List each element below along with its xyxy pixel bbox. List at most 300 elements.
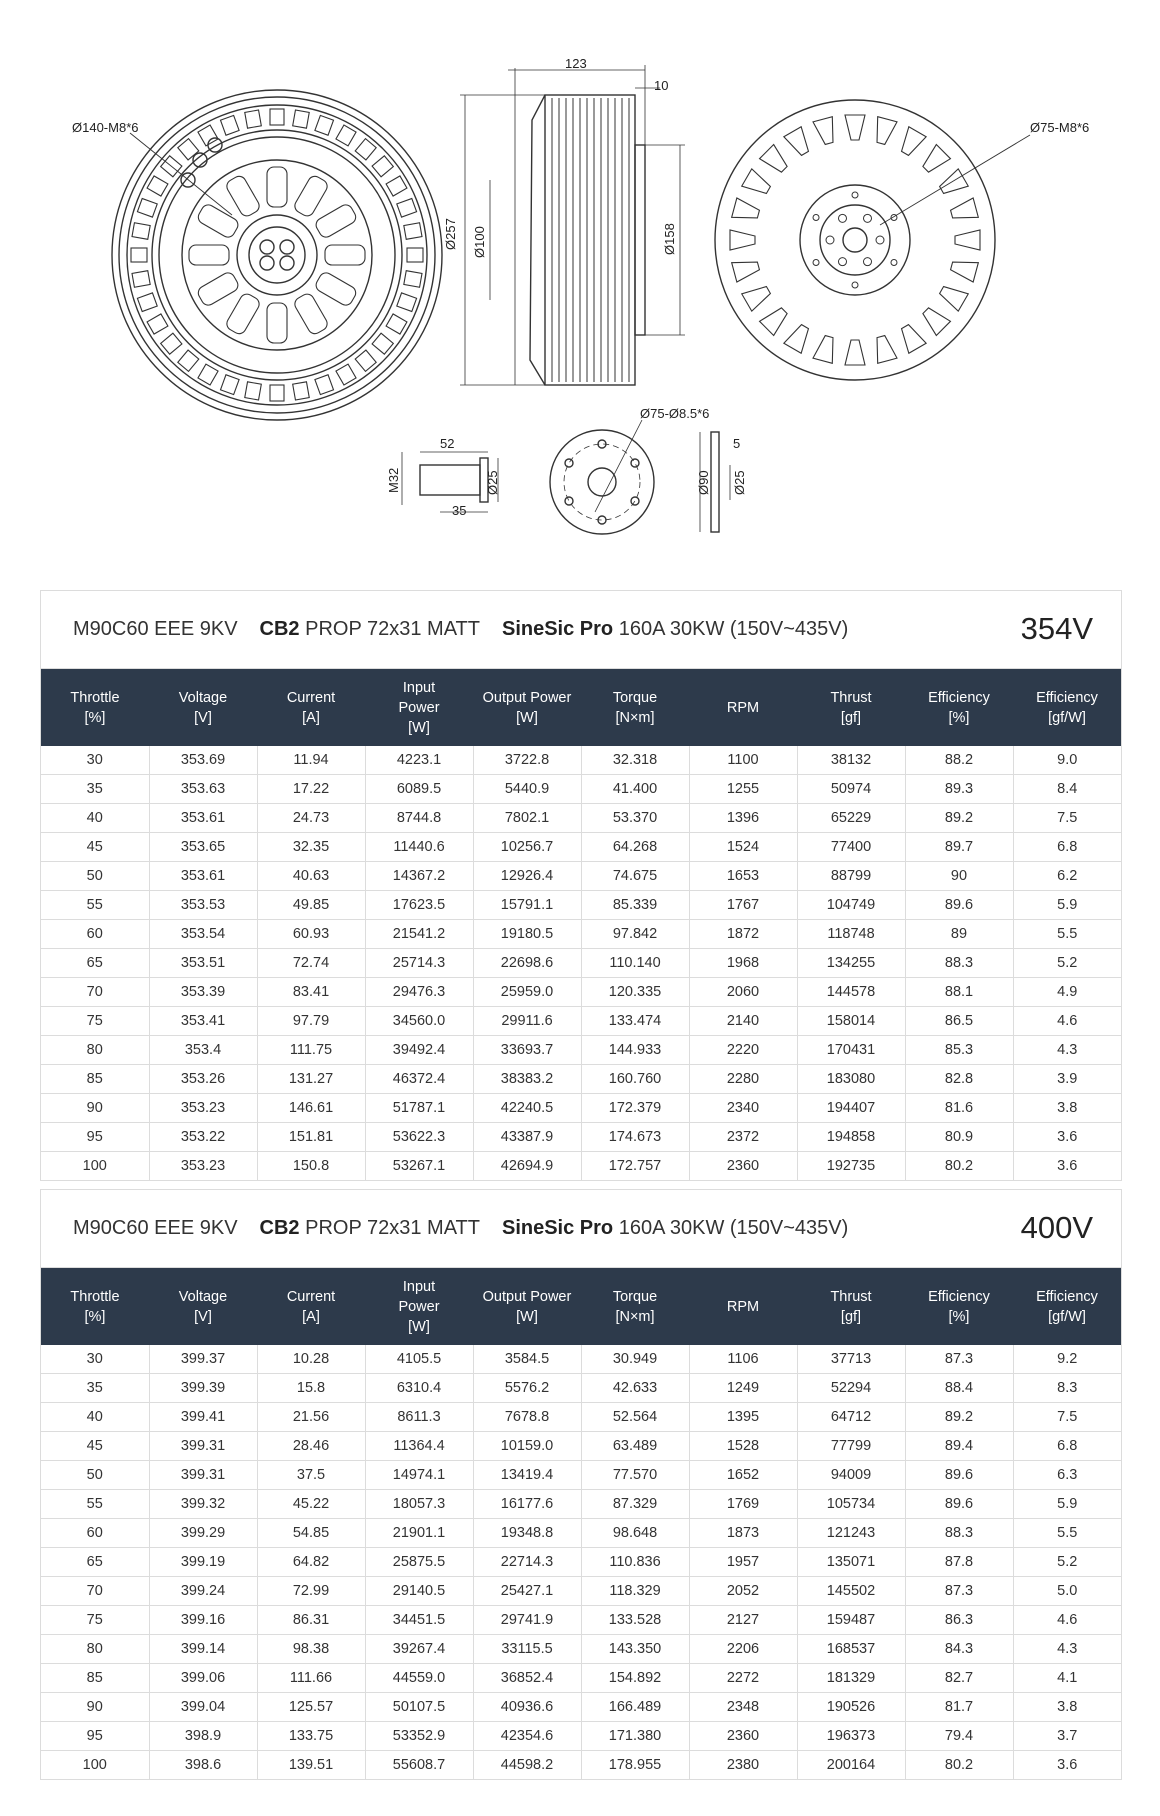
column-header: Thrust [gf] <box>797 1268 905 1345</box>
adapter-view <box>402 452 498 512</box>
column-header: Voltage [V] <box>149 1268 257 1345</box>
table-cell: 90 <box>41 1094 149 1123</box>
table-cell: 21.56 <box>257 1403 365 1432</box>
table-cell: 5440.9 <box>473 775 581 804</box>
table-cell: 110.836 <box>581 1548 689 1577</box>
table-cell: 353.54 <box>149 920 257 949</box>
table-cell: 65229 <box>797 804 905 833</box>
table-cell: 28.46 <box>257 1432 365 1461</box>
column-header: Throttle [%] <box>41 1268 149 1345</box>
table-cell: 143.350 <box>581 1635 689 1664</box>
table-cell: 25875.5 <box>365 1548 473 1577</box>
table-row <box>41 775 1121 804</box>
table-cell: 1873 <box>689 1519 797 1548</box>
table-cell: 95 <box>41 1123 149 1152</box>
table-cell: 49.85 <box>257 891 365 920</box>
motor-model: M90C60 EEE 9KV <box>73 1217 238 1239</box>
table-cell: 52.564 <box>581 1403 689 1432</box>
table-cell: 353.61 <box>149 862 257 891</box>
table-cell: 11364.4 <box>365 1432 473 1461</box>
table-row <box>41 1152 1121 1181</box>
table-cell: 87.3 <box>905 1577 1013 1606</box>
table-row <box>41 1123 1121 1152</box>
table-cell: 86.5 <box>905 1007 1013 1036</box>
motor-model: M90C60 EEE 9KV <box>73 618 238 640</box>
table-cell: 9.2 <box>1013 1345 1121 1374</box>
table-cell: 22714.3 <box>473 1548 581 1577</box>
table-cell: 53622.3 <box>365 1123 473 1152</box>
table-title-bar <box>41 1190 1121 1268</box>
table-cell: 64712 <box>797 1403 905 1432</box>
table-cell: 158014 <box>797 1007 905 1036</box>
table-cell: 7.5 <box>1013 1403 1121 1432</box>
table-cell: 72.99 <box>257 1577 365 1606</box>
table-cell: 190526 <box>797 1693 905 1722</box>
table-cell: 5.9 <box>1013 1490 1121 1519</box>
table-cell: 64.268 <box>581 833 689 862</box>
table-cell: 5.2 <box>1013 1548 1121 1577</box>
table-cell: 144578 <box>797 978 905 1007</box>
table-row <box>41 1065 1121 1094</box>
table-cell: 41.400 <box>581 775 689 804</box>
table-cell: 37713 <box>797 1345 905 1374</box>
table-cell: 98.38 <box>257 1635 365 1664</box>
prop-spec: PROP 72x31 MATT <box>305 1217 480 1239</box>
table-cell: 6310.4 <box>365 1374 473 1403</box>
table-cell: 2360 <box>689 1722 797 1751</box>
table-cell: 2127 <box>689 1606 797 1635</box>
table-cell: 88799 <box>797 862 905 891</box>
table-cell: 11440.6 <box>365 833 473 862</box>
table-row <box>41 1490 1121 1519</box>
column-header: Input Power [W] <box>365 669 473 746</box>
table-cell: 166.489 <box>581 1693 689 1722</box>
table-cell: 1652 <box>689 1461 797 1490</box>
table-cell: 80.9 <box>905 1123 1013 1152</box>
column-header: Current [A] <box>257 669 365 746</box>
table-cell: 89.6 <box>905 1490 1013 1519</box>
table-cell: 50974 <box>797 775 905 804</box>
table-cell: 2272 <box>689 1664 797 1693</box>
table-cell: 174.673 <box>581 1123 689 1152</box>
table-cell: 353.61 <box>149 804 257 833</box>
table-cell: 133.528 <box>581 1606 689 1635</box>
table-cell: 65 <box>41 949 149 978</box>
table-cell: 85.339 <box>581 891 689 920</box>
dim-adapter-thread: M32 <box>386 467 401 493</box>
table-cell: 10.28 <box>257 1345 365 1374</box>
table-cell: 89.3 <box>905 775 1013 804</box>
table-cell: 1100 <box>689 746 797 775</box>
table-cell: 1106 <box>689 1345 797 1374</box>
dim-dia-outer: Ø257 <box>443 218 458 250</box>
table-row <box>41 1036 1121 1065</box>
table-cell: 2220 <box>689 1036 797 1065</box>
table-cell: 40 <box>41 1403 149 1432</box>
table-cell: 42694.9 <box>473 1152 581 1181</box>
plate-view <box>550 420 654 534</box>
table-cell: 150.8 <box>257 1152 365 1181</box>
table-cell: 178.955 <box>581 1751 689 1780</box>
table-cell: 125.57 <box>257 1693 365 1722</box>
dim-bolt-outer: Ø140-M8*6 <box>72 120 139 135</box>
table-cell: 85 <box>41 1664 149 1693</box>
table-cell: 39492.4 <box>365 1036 473 1065</box>
rear-view <box>112 90 442 420</box>
table-cell: 111.75 <box>257 1036 365 1065</box>
table-cell: 80.2 <box>905 1152 1013 1181</box>
table-cell: 45 <box>41 833 149 862</box>
table-cell: 80 <box>41 1635 149 1664</box>
column-header: Throttle [%] <box>41 669 149 746</box>
table-cell: 3.6 <box>1013 1123 1121 1152</box>
column-header: RPM <box>689 669 797 746</box>
table-cell: 4.6 <box>1013 1606 1121 1635</box>
table-cell: 33693.7 <box>473 1036 581 1065</box>
table-cell: 399.16 <box>149 1606 257 1635</box>
table-cell: 8.4 <box>1013 775 1121 804</box>
table-cell: 85.3 <box>905 1036 1013 1065</box>
table-cell: 133.75 <box>257 1722 365 1751</box>
table-cell: 3.8 <box>1013 1094 1121 1123</box>
table-cell: 183080 <box>797 1065 905 1094</box>
table-cell: 90 <box>41 1693 149 1722</box>
table-row <box>41 862 1121 891</box>
table-cell: 353.26 <box>149 1065 257 1094</box>
table-cell: 196373 <box>797 1722 905 1751</box>
table-cell: 2348 <box>689 1693 797 1722</box>
side-view <box>460 65 685 385</box>
table-cell: 43387.9 <box>473 1123 581 1152</box>
table-cell: 53267.1 <box>365 1152 473 1181</box>
table-row <box>41 1664 1121 1693</box>
table-cell: 79.4 <box>905 1722 1013 1751</box>
table-cell: 15.8 <box>257 1374 365 1403</box>
column-header: Efficiency [gf/W] <box>1013 669 1121 746</box>
table-row <box>41 1374 1121 1403</box>
table-cell: 9.0 <box>1013 746 1121 775</box>
table-cell: 21901.1 <box>365 1519 473 1548</box>
table-cell: 1255 <box>689 775 797 804</box>
table-cell: 14367.2 <box>365 862 473 891</box>
performance-table-1 <box>40 590 1122 1181</box>
table-row <box>41 1461 1121 1490</box>
data-table <box>41 669 1121 1180</box>
column-header: Efficiency [%] <box>905 1268 1013 1345</box>
table-cell: 353.22 <box>149 1123 257 1152</box>
table-cell: 87.3 <box>905 1345 1013 1374</box>
table-row <box>41 1094 1121 1123</box>
table-cell: 5.5 <box>1013 1519 1121 1548</box>
table-cell: 50 <box>41 1461 149 1490</box>
table-cell: 1528 <box>689 1432 797 1461</box>
table-cell: 120.335 <box>581 978 689 1007</box>
table-cell: 89.2 <box>905 1403 1013 1432</box>
table-cell: 159487 <box>797 1606 905 1635</box>
table-cell: 89.4 <box>905 1432 1013 1461</box>
table-cell: 100 <box>41 1152 149 1181</box>
table-cell: 35 <box>41 775 149 804</box>
esc-brand: SineSic Pro <box>501 618 614 640</box>
table-cell: 60.93 <box>257 920 365 949</box>
table-cell: 2206 <box>689 1635 797 1664</box>
table-cell: 160.760 <box>581 1065 689 1094</box>
table-cell: 17.22 <box>257 775 365 804</box>
table-cell: 12926.4 <box>473 862 581 891</box>
dim-plate-bore: Ø25 <box>732 470 747 495</box>
table-cell: 34451.5 <box>365 1606 473 1635</box>
column-header: Voltage [V] <box>149 669 257 746</box>
table-cell: 30 <box>41 1345 149 1374</box>
table-cell: 87.329 <box>581 1490 689 1519</box>
table-cell: 34560.0 <box>365 1007 473 1036</box>
table-cell: 353.23 <box>149 1152 257 1181</box>
table-cell: 5.2 <box>1013 949 1121 978</box>
test-voltage: 400V <box>1020 1210 1093 1245</box>
table-cell: 131.27 <box>257 1065 365 1094</box>
table-cell: 2340 <box>689 1094 797 1123</box>
table-cell: 75 <box>41 1007 149 1036</box>
table-cell: 17623.5 <box>365 891 473 920</box>
table-row <box>41 1635 1121 1664</box>
table-cell: 42354.6 <box>473 1722 581 1751</box>
table-cell: 1395 <box>689 1403 797 1432</box>
table-row <box>41 1722 1121 1751</box>
table-cell: 104749 <box>797 891 905 920</box>
table-cell: 145502 <box>797 1577 905 1606</box>
table-cell: 111.66 <box>257 1664 365 1693</box>
table-row <box>41 833 1121 862</box>
dim-plate-diameter: Ø90 <box>696 470 711 495</box>
table-cell: 88.4 <box>905 1374 1013 1403</box>
table-row <box>41 949 1121 978</box>
column-header: Torque [N×m] <box>581 669 689 746</box>
table-row <box>41 1345 1121 1374</box>
table-cell: 35 <box>41 1374 149 1403</box>
column-header: Current [A] <box>257 1268 365 1345</box>
table-cell: 97.79 <box>257 1007 365 1036</box>
table-cell: 81.6 <box>905 1094 1013 1123</box>
table-row <box>41 746 1121 775</box>
table-cell: 146.61 <box>257 1094 365 1123</box>
table-cell: 144.933 <box>581 1036 689 1065</box>
table-cell: 42240.5 <box>473 1094 581 1123</box>
table-cell: 139.51 <box>257 1751 365 1780</box>
table-cell: 51787.1 <box>365 1094 473 1123</box>
table-cell: 37.5 <box>257 1461 365 1490</box>
table-cell: 3584.5 <box>473 1345 581 1374</box>
table-cell: 33115.5 <box>473 1635 581 1664</box>
front-view <box>715 100 1030 380</box>
table-cell: 168537 <box>797 1635 905 1664</box>
table-cell: 154.892 <box>581 1664 689 1693</box>
column-header: RPM <box>689 1268 797 1345</box>
table-cell: 98.648 <box>581 1519 689 1548</box>
table-cell: 44559.0 <box>365 1664 473 1693</box>
table-cell: 60 <box>41 1519 149 1548</box>
table-cell: 399.31 <box>149 1432 257 1461</box>
table-cell: 30.949 <box>581 1345 689 1374</box>
table-cell: 3722.8 <box>473 746 581 775</box>
table-cell: 7678.8 <box>473 1403 581 1432</box>
table-row <box>41 978 1121 1007</box>
table-cell: 13419.4 <box>473 1461 581 1490</box>
table-cell: 151.81 <box>257 1123 365 1152</box>
table-cell: 7802.1 <box>473 804 581 833</box>
table-cell: 1396 <box>689 804 797 833</box>
table-cell: 353.63 <box>149 775 257 804</box>
table-cell: 88.1 <box>905 978 1013 1007</box>
table-cell: 21541.2 <box>365 920 473 949</box>
table-cell: 1249 <box>689 1374 797 1403</box>
table-cell: 50 <box>41 862 149 891</box>
table-cell: 5.0 <box>1013 1577 1121 1606</box>
table-cell: 399.37 <box>149 1345 257 1374</box>
table-cell: 55 <box>41 1490 149 1519</box>
table-cell: 4105.5 <box>365 1345 473 1374</box>
table-cell: 16177.6 <box>473 1490 581 1519</box>
table-cell: 55608.7 <box>365 1751 473 1780</box>
prop-brand: CB2 <box>259 618 300 640</box>
table-row <box>41 1519 1121 1548</box>
table-row <box>41 1606 1121 1635</box>
table-cell: 110.140 <box>581 949 689 978</box>
table-cell: 52294 <box>797 1374 905 1403</box>
table-cell: 105734 <box>797 1490 905 1519</box>
dim-dia-mid: Ø158 <box>662 223 677 255</box>
table-cell: 70 <box>41 1577 149 1606</box>
table-cell: 87.8 <box>905 1548 1013 1577</box>
table-cell: 2060 <box>689 978 797 1007</box>
table-cell: 82.7 <box>905 1664 1013 1693</box>
table-cell: 2052 <box>689 1577 797 1606</box>
table-title-bar <box>41 591 1121 669</box>
table-cell: 172.757 <box>581 1152 689 1181</box>
table-cell: 100 <box>41 1751 149 1780</box>
table-cell: 50107.5 <box>365 1693 473 1722</box>
table-cell: 4.1 <box>1013 1664 1121 1693</box>
table-cell: 399.19 <box>149 1548 257 1577</box>
table-cell: 90 <box>905 862 1013 891</box>
table-cell: 118.329 <box>581 1577 689 1606</box>
table-cell: 194407 <box>797 1094 905 1123</box>
table-cell: 1769 <box>689 1490 797 1519</box>
table-cell: 10159.0 <box>473 1432 581 1461</box>
esc-spec: 160A 30KW (150V~435V) <box>618 618 849 640</box>
table-cell: 46372.4 <box>365 1065 473 1094</box>
table-cell: 11.94 <box>257 746 365 775</box>
table-row <box>41 1751 1121 1780</box>
table-row <box>41 1007 1121 1036</box>
table-cell: 4223.1 <box>365 746 473 775</box>
table-cell: 398.9 <box>149 1722 257 1751</box>
table-cell: 6.8 <box>1013 833 1121 862</box>
table-cell: 29476.3 <box>365 978 473 1007</box>
table-cell: 24.73 <box>257 804 365 833</box>
table-cell: 82.8 <box>905 1065 1013 1094</box>
table-cell: 171.380 <box>581 1722 689 1751</box>
prop-brand: CB2 <box>259 1217 300 1239</box>
table-cell: 29911.6 <box>473 1007 581 1036</box>
table-cell: 86.3 <box>905 1606 1013 1635</box>
column-header: Input Power [W] <box>365 1268 473 1345</box>
technical-drawing <box>0 0 1160 570</box>
table-cell: 172.379 <box>581 1094 689 1123</box>
table-cell: 89.2 <box>905 804 1013 833</box>
esc-spec: 160A 30KW (150V~435V) <box>618 1217 849 1239</box>
table-cell: 63.489 <box>581 1432 689 1461</box>
table-cell: 40 <box>41 804 149 833</box>
table-cell: 5.5 <box>1013 920 1121 949</box>
table-cell: 88.3 <box>905 1519 1013 1548</box>
data-table <box>41 1268 1121 1779</box>
table-cell: 200164 <box>797 1751 905 1780</box>
table-cell: 32.35 <box>257 833 365 862</box>
table-cell: 2280 <box>689 1065 797 1094</box>
table-cell: 40.63 <box>257 862 365 891</box>
table-cell: 85 <box>41 1065 149 1094</box>
table-cell: 6089.5 <box>365 775 473 804</box>
table-cell: 192735 <box>797 1152 905 1181</box>
table-cell: 55 <box>41 891 149 920</box>
column-header: Efficiency [%] <box>905 669 1013 746</box>
table-cell: 22698.6 <box>473 949 581 978</box>
table-cell: 399.31 <box>149 1461 257 1490</box>
table-cell: 53352.9 <box>365 1722 473 1751</box>
table-cell: 29741.9 <box>473 1606 581 1635</box>
table-cell: 60 <box>41 920 149 949</box>
table-cell: 94009 <box>797 1461 905 1490</box>
table-cell: 80 <box>41 1036 149 1065</box>
table-cell: 83.41 <box>257 978 365 1007</box>
table-cell: 65 <box>41 1548 149 1577</box>
table-row <box>41 804 1121 833</box>
table-cell: 6.3 <box>1013 1461 1121 1490</box>
table-cell: 353.39 <box>149 978 257 1007</box>
table-cell: 353.23 <box>149 1094 257 1123</box>
table-row <box>41 891 1121 920</box>
table-cell: 399.04 <box>149 1693 257 1722</box>
dim-dia-hub: Ø100 <box>472 226 487 258</box>
table-cell: 54.85 <box>257 1519 365 1548</box>
table-cell: 170431 <box>797 1036 905 1065</box>
table-cell: 38132 <box>797 746 905 775</box>
table-cell: 29140.5 <box>365 1577 473 1606</box>
table-cell: 88.2 <box>905 746 1013 775</box>
dim-flange: 10 <box>654 78 669 93</box>
table-row <box>41 1432 1121 1461</box>
table-cell: 1872 <box>689 920 797 949</box>
table-cell: 399.39 <box>149 1374 257 1403</box>
column-header: Torque [N×m] <box>581 1268 689 1345</box>
table-cell: 19180.5 <box>473 920 581 949</box>
table-cell: 1524 <box>689 833 797 862</box>
table-cell: 2140 <box>689 1007 797 1036</box>
table-cell: 6.8 <box>1013 1432 1121 1461</box>
table-cell: 75 <box>41 1606 149 1635</box>
table-cell: 4.3 <box>1013 1036 1121 1065</box>
table-cell: 3.9 <box>1013 1065 1121 1094</box>
table-cell: 399.29 <box>149 1519 257 1548</box>
table-cell: 77799 <box>797 1432 905 1461</box>
table-cell: 399.41 <box>149 1403 257 1432</box>
drawing-svg <box>0 0 1160 570</box>
table-description <box>73 618 848 641</box>
table-cell: 353.53 <box>149 891 257 920</box>
table-description <box>73 1217 848 1240</box>
dim-length: 123 <box>565 56 587 71</box>
table-cell: 84.3 <box>905 1635 1013 1664</box>
